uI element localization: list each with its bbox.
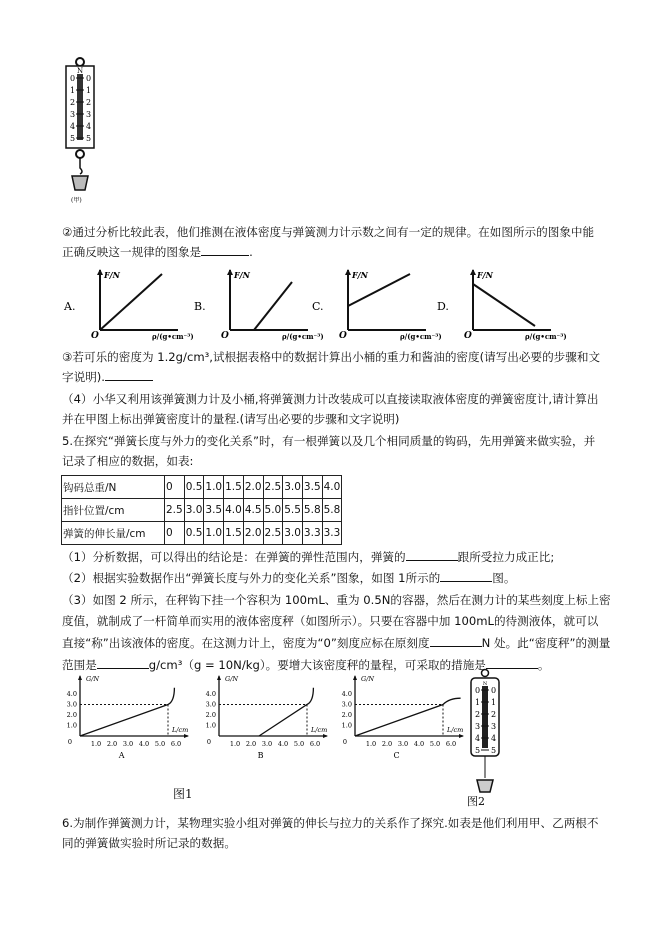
y-axis-label: F/N xyxy=(234,270,250,280)
scale-tick-right: 3 xyxy=(86,110,92,119)
q5-line1: 5.在探究“弹簧长度与外力的变化关系”时，有一根弹簧以及几个相同质量的钩码，先用弹簧来做实验，并 xyxy=(62,434,596,448)
option-graph xyxy=(62,266,194,341)
option-a[interactable] xyxy=(62,266,194,344)
graph-line xyxy=(100,274,162,330)
scale-tick-right: 1 xyxy=(491,698,497,707)
origin-label: O xyxy=(464,331,472,341)
origin-label: O xyxy=(221,331,229,341)
table-cell: 4.5 xyxy=(243,499,263,522)
x-axis-label: ρ/(g•cm⁻³) xyxy=(525,332,567,341)
q2-line2 xyxy=(62,244,253,260)
y-axis-label: F/N xyxy=(477,270,493,280)
q3-line2 xyxy=(62,369,153,385)
scale-tick-left: 2 xyxy=(70,98,76,107)
x-tick-label: 2.0 xyxy=(106,740,118,748)
scale-tick-left: 5 xyxy=(475,746,481,755)
x-tick-label: 4.0 xyxy=(138,740,150,748)
y-tick-label: 2.0 xyxy=(341,711,352,719)
table-cell: 5.5 xyxy=(283,499,303,522)
x-tick-label: 2.0 xyxy=(245,740,257,748)
y-axis-arrow xyxy=(78,675,82,680)
origin-label: O xyxy=(91,331,99,341)
x-tick-label: 5.0 xyxy=(293,740,305,748)
scale-tick-right: 2 xyxy=(491,710,497,719)
scale-unit: N xyxy=(76,67,84,75)
y-tick-label: 0 xyxy=(67,738,72,746)
scale-tick-right: 0 xyxy=(86,74,92,83)
y-axis-label: G/N xyxy=(361,675,375,683)
table-cell: 3.0 xyxy=(283,522,303,545)
y-axis-arrow xyxy=(217,675,221,680)
x-tick-label: 1.0 xyxy=(229,740,241,748)
y-axis-label: F/N xyxy=(352,270,368,280)
scale-tick-left: 4 xyxy=(70,122,76,131)
x-tick-label: 1.0 xyxy=(90,740,102,748)
x-tick-label: 5.0 xyxy=(429,740,441,748)
x-tick-label: 5.0 xyxy=(154,740,166,748)
answer-blank[interactable] xyxy=(430,635,482,647)
y-tick-label: 3.0 xyxy=(341,700,352,709)
figure1-chart-B xyxy=(197,672,327,767)
y-tick-label: 1.0 xyxy=(66,721,77,730)
x-tick-label: 3.0 xyxy=(122,740,134,748)
sub3-line1: （3）如图 2 所示，在秤钩下挂一个容积为 100mL、重为 0.5N的容器，然后在测力计的某些刻度上标上密 xyxy=(62,593,611,607)
x-axis-label: ρ/(g•cm⁻³) xyxy=(400,332,442,341)
y-tick-label: 2.0 xyxy=(205,711,216,719)
q3-line1: ③若可乐的密度为 1.2g/cm³,试根据表格中的数据计算出小桶的重力和酱油的密度(请写出必要的步骤和文 xyxy=(62,350,601,364)
y-tick-label: 4.0 xyxy=(341,690,352,698)
y-axis-arrow xyxy=(470,269,476,275)
scale-tick-left: 5 xyxy=(70,134,76,143)
q4-line2: 并在甲图上标出弹簧密度计的量程.(请写出必要的步骤和文字说明) xyxy=(62,412,400,426)
answer-blank[interactable] xyxy=(440,570,492,582)
x-tick-label: 6.0 xyxy=(170,740,182,748)
x-tick-label: 4.0 xyxy=(277,740,289,748)
table-cell: 1.0 xyxy=(204,522,224,545)
option-b[interactable] xyxy=(192,266,324,344)
x-axis-label: L/cm xyxy=(311,726,328,734)
q4-line1: （4）小华又利用该弹簧测力计及小桶,将弹簧测力计改装成可以直接读取液体密度的弹簧密度计,请计算出 xyxy=(62,392,599,406)
option-d[interactable] xyxy=(435,266,567,344)
table-cell: 3.3 xyxy=(302,522,322,545)
chart-label: A xyxy=(118,751,125,760)
x-tick-label: 6.0 xyxy=(309,740,321,748)
sub3-text: N 处。此“密度秤”的测量 xyxy=(481,636,611,650)
q2-end: . xyxy=(249,245,253,259)
figure2-caption: 图2 xyxy=(467,795,485,808)
figure-label-jia: (甲) xyxy=(71,197,82,204)
sub1-text: （1）分析数据，可以得出的结论是：在弹簧的弹性范围内，弹簧的 xyxy=(62,550,406,564)
scale-tick-left: 4 xyxy=(475,734,481,743)
x-axis-label: L/cm xyxy=(447,726,464,734)
table-cell: 5.8 xyxy=(322,499,342,522)
sub1-text-end: 跟所受拉力成正比; xyxy=(457,550,555,564)
table-cell: 1.5 xyxy=(224,476,244,499)
scale-tick-right: 1 xyxy=(86,86,92,95)
y-tick-label: 0 xyxy=(342,738,347,746)
table-cell: 3.5 xyxy=(302,476,322,499)
table-cell: 3.3 xyxy=(322,522,342,545)
table-row xyxy=(62,499,342,522)
table-cell: 3.0 xyxy=(184,499,204,522)
figure1-caption: 图1 xyxy=(173,787,193,801)
scale-tick-left: 2 xyxy=(475,710,481,719)
y-tick-label: 3.0 xyxy=(66,700,77,709)
option-label: A. xyxy=(64,300,76,313)
x-tick-label: 3.0 xyxy=(261,740,273,748)
y-axis-arrow xyxy=(227,269,233,275)
scale-tick-left: 0 xyxy=(475,686,481,695)
q2-text: 正确反映这一规律的图象是 xyxy=(62,245,202,259)
scale-tick-right: 2 xyxy=(86,98,92,107)
answer-blank[interactable] xyxy=(406,549,458,561)
table-cell: 2.5 xyxy=(263,522,283,545)
row-header: 钩码总重/N xyxy=(62,476,165,499)
y-tick-label: 0 xyxy=(206,738,211,746)
scale-tick-right: 5 xyxy=(86,134,92,143)
density-scale-figure2 xyxy=(465,668,510,808)
sub2-text: （2）根据实验数据作出“弹簧长度与外力的变化关系”图象，如图 1所示的 xyxy=(62,571,441,585)
answer-blank[interactable] xyxy=(105,369,153,381)
answer-blank[interactable] xyxy=(97,657,149,669)
table-cell: 2.0 xyxy=(243,522,263,545)
y-tick-label: 1.0 xyxy=(341,721,352,730)
option-c[interactable] xyxy=(310,266,442,344)
y-axis-label: F/N xyxy=(104,270,120,280)
q6-line2: 同的弹簧做实验时所记录的数据。 xyxy=(62,836,236,850)
table-cell: 2.5 xyxy=(263,476,283,499)
x-axis-arrow xyxy=(459,734,464,738)
table-row xyxy=(62,476,342,499)
graph-line xyxy=(254,282,292,330)
table-cell: 5.8 xyxy=(302,499,322,522)
x-tick-label: 6.0 xyxy=(445,740,457,748)
y-axis-arrow xyxy=(353,675,357,680)
x-axis-label: ρ/(g•cm⁻³) xyxy=(152,332,194,341)
table-cell: 1.0 xyxy=(204,476,224,499)
sub3-text: 直接“称”出该液体的密度。在这测力计上，密度为“0”刻度应标在原刻度 xyxy=(62,636,430,650)
q5-line2: 记录了相应的数据，如表: xyxy=(62,454,194,468)
sub1-line xyxy=(62,549,554,565)
table-cell: 4.0 xyxy=(322,476,342,499)
y-tick-label: 4.0 xyxy=(66,690,77,698)
graph-line xyxy=(473,284,535,326)
table-cell: 2.5 xyxy=(165,499,185,522)
graph-curve xyxy=(80,688,174,736)
x-tick-label: 1.0 xyxy=(365,740,377,748)
figure2-unit: N xyxy=(482,681,488,687)
table-cell: 0.5 xyxy=(184,522,204,545)
table-cell: 3.0 xyxy=(283,476,303,499)
spring-scale-figure-jia xyxy=(60,56,110,206)
y-axis-label: G/N xyxy=(86,675,100,683)
sub3-line2: 度值，就制成了一杆简单而实用的液体密度秤（如图所示）。只要在容器中加 100mL的待测液体，就可以 xyxy=(62,614,599,628)
y-axis-label: G/N xyxy=(225,675,239,683)
scale-tick-left: 1 xyxy=(475,698,481,707)
scale-tick-right: 0 xyxy=(491,686,497,695)
y-tick-label: 4.0 xyxy=(205,690,216,698)
x-axis-arrow xyxy=(323,734,328,738)
table-row xyxy=(62,522,342,545)
table-cell: 3.5 xyxy=(204,499,224,522)
table-cell: 1.5 xyxy=(224,522,244,545)
figure1-chart-A xyxy=(58,672,188,767)
x-axis-label: ρ/(g•cm⁻³) xyxy=(282,332,324,341)
scale-tick-right: 3 xyxy=(491,722,497,731)
table-cell: 0 xyxy=(165,476,185,499)
x-axis-label: L/cm xyxy=(172,726,189,734)
sub2-text-end: 图。 xyxy=(492,571,516,585)
y-tick-label: 3.0 xyxy=(205,700,216,709)
scale-tick-left: 1 xyxy=(70,86,76,95)
scale-tick-left: 3 xyxy=(475,722,481,731)
option-label: B. xyxy=(194,300,206,313)
x-tick-label: 4.0 xyxy=(413,740,425,748)
table-cell: 0 xyxy=(165,522,185,545)
option-graph xyxy=(310,266,442,341)
scale-tick-right: 5 xyxy=(491,746,497,755)
y-axis-arrow xyxy=(345,269,351,275)
q3-text: 字说明). xyxy=(62,370,105,384)
q6-line1: 6.为制作弹簧测力计，某物理实验小组对弹簧的伸长与拉力的关系作了探究.如表是他们利用甲、乙两根不 xyxy=(62,816,599,830)
sub3-line3 xyxy=(62,635,610,651)
origin-label: O xyxy=(339,331,347,341)
option-graph xyxy=(435,266,567,341)
graph-curve xyxy=(259,688,313,736)
row-header: 指针位置/cm xyxy=(62,499,165,522)
table-cell: 5.0 xyxy=(263,499,283,522)
option-graph xyxy=(192,266,324,341)
sub3-text: 。 xyxy=(537,658,550,672)
q2-line1: ②通过分析比较此表，他们推测在液体密度与弹簧测力计示数之间有一定的规律。在如图所示的图象中能 xyxy=(62,225,595,239)
table-cell: 4.0 xyxy=(224,499,244,522)
option-label: D. xyxy=(437,300,449,313)
sub2-line xyxy=(62,570,515,586)
x-tick-label: 2.0 xyxy=(381,740,393,748)
scale-tick-right: 4 xyxy=(491,734,497,743)
row-header: 弹簧的伸长量/cm xyxy=(62,522,165,545)
x-tick-label: 3.0 xyxy=(397,740,409,748)
y-tick-label: 1.0 xyxy=(205,721,216,730)
option-label: C. xyxy=(312,300,324,313)
y-axis-arrow xyxy=(97,269,103,275)
scale-tick-right: 4 xyxy=(86,122,92,131)
y-tick-label: 2.0 xyxy=(66,711,77,719)
table-cell: 2.0 xyxy=(243,476,263,499)
graph-curve xyxy=(355,698,464,736)
chart-label: B xyxy=(257,751,264,760)
data-table xyxy=(61,475,342,545)
sub3-text: 范围是 xyxy=(62,658,97,672)
answer-blank[interactable] xyxy=(201,244,249,256)
sub3-text: g/cm³（g = 10N/kg）。要增大该密度秤的量程，可采取的措施是 xyxy=(148,658,486,672)
chart-label: C xyxy=(393,751,400,760)
x-axis-arrow xyxy=(184,734,189,738)
scale-tick-left: 3 xyxy=(70,110,76,119)
figure1-chart-C xyxy=(333,672,463,767)
table-cell: 0.5 xyxy=(184,476,204,499)
scale-tick-left: 0 xyxy=(70,74,76,83)
